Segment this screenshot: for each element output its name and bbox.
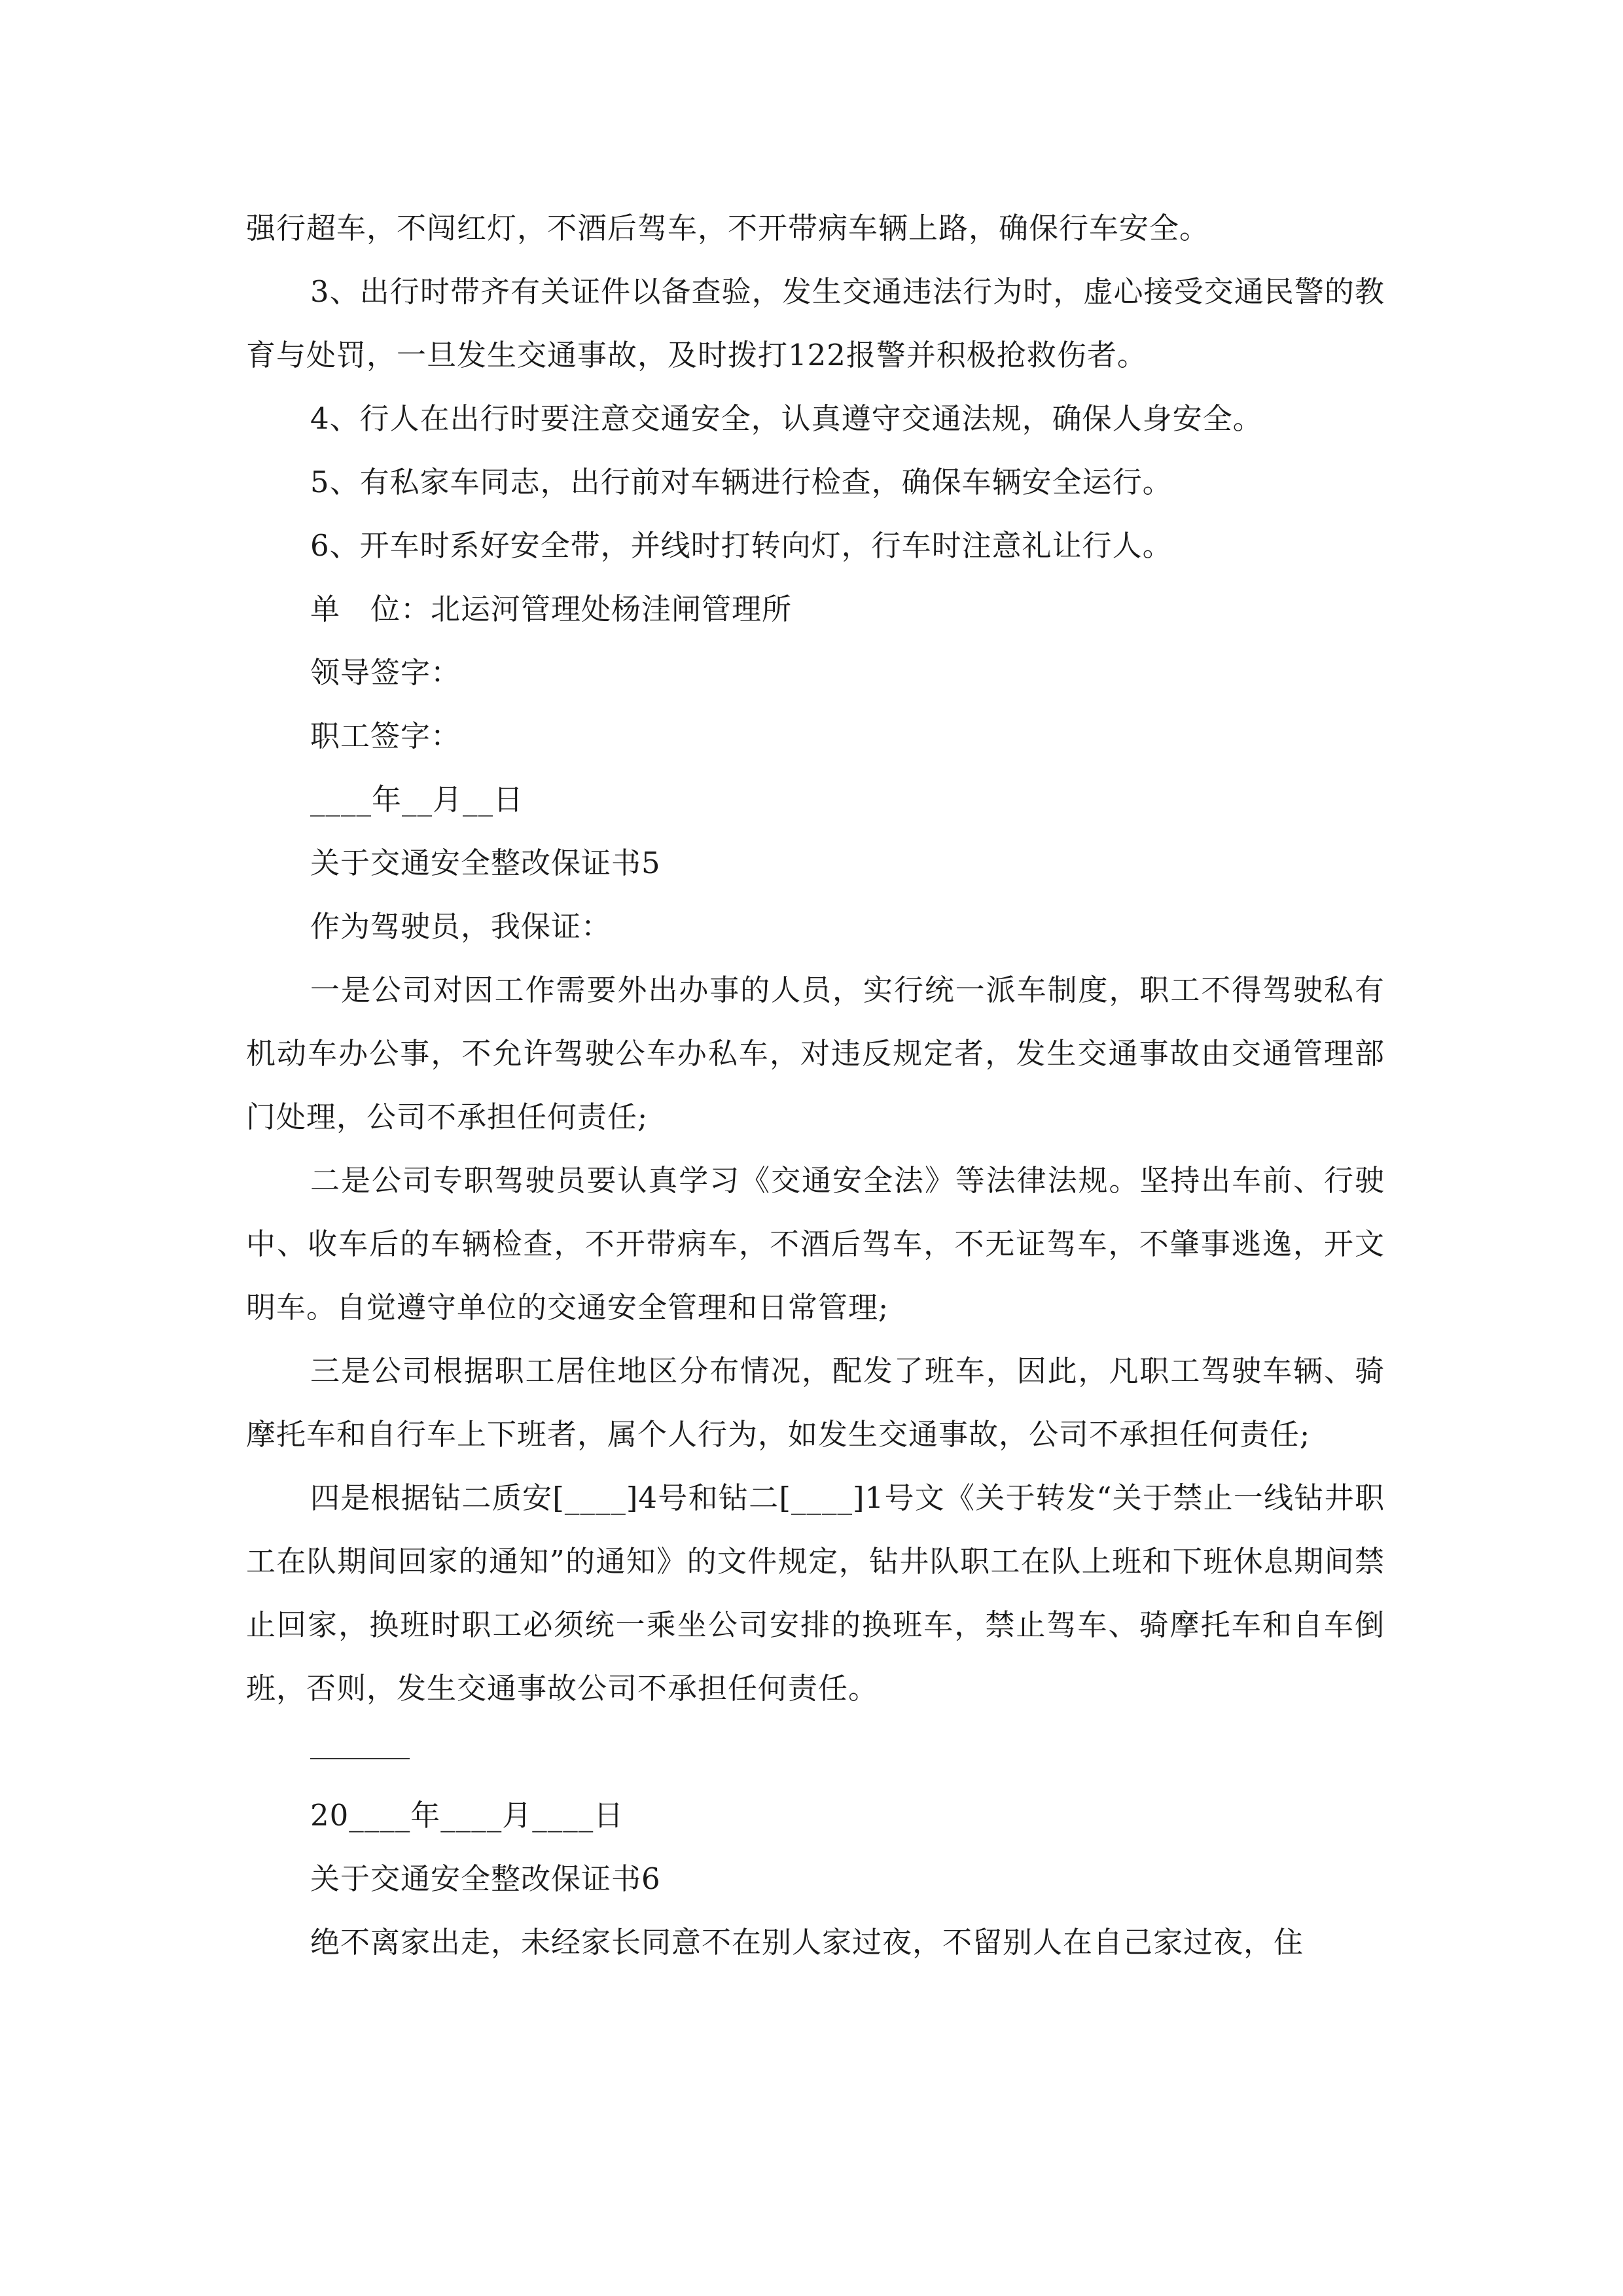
paragraph-item-6: 6、开车时系好安全带，并线时打转向灯，行车时注意礼让行人。	[310, 528, 1173, 563]
paragraph-item-5: 5、有私家车同志，出行前对车辆进行检查，确保车辆安全运行。	[310, 465, 1173, 499]
section-title-5: 关于交通安全整改保证书5	[310, 846, 661, 880]
leader-signature-line: 领导签字：	[310, 655, 461, 690]
section-title-6: 关于交通安全整改保证书6	[310, 1861, 661, 1896]
signature-rule	[246, 1720, 1385, 1784]
driver-pledge-intro: 作为驾驶员，我保证：	[310, 909, 612, 944]
pledge-paragraph-3: 三是公司根据职工居住地区分布情况，配发了班车，因此，凡职工驾驶车辆、骑摩托车和自行车上下班者，属个人行为，如发生交通事故，公司不承担任何责任;	[246, 1354, 1385, 1452]
document-body	[246, 196, 1385, 1974]
staff-signature-line: 职工签字：	[310, 719, 461, 753]
paragraph-cut-off: 绝不离家出走，未经家长同意不在别人家过夜，不留别人在自己家过夜，住	[310, 1925, 1304, 1960]
paragraph-item-3: 3、出行时带齐有关证件以备查验，发生交通违法行为时，虚心接受交通民警的教育与处罚，一旦发生交通事故，及时拨打122报警并积极抢救伤者。	[246, 274, 1385, 372]
pledge-paragraph-1: 一是公司对因工作需要外出办事的人员，实行统一派车制度，职工不得驾驶私有机动车办公事，不允许驾驶公车办私车，对违反规定者，发生交通事故由交通管理部门处理，公司不承担任何责任;	[246, 973, 1385, 1134]
signature-underline	[310, 1758, 410, 1759]
unit-line: 单 位：北运河管理处杨洼闸管理所	[310, 592, 793, 626]
date-line: ____年__月__日	[310, 782, 524, 817]
paragraph-item-4: 4、行人在出行时要注意交通安全，认真遵守交通法规，确保人身安全。	[310, 401, 1263, 436]
paragraph-continuation: 强行超车，不闯红灯，不酒后驾车，不开带病车辆上路，确保行车安全。	[246, 211, 1210, 245]
pledge-paragraph-2: 二是公司专职驾驶员要认真学习《交通安全法》等法律法规。坚持出车前、行驶中、收车后的车辆检查，不开带病车，不酒后驾车，不无证驾车，不肇事逃逸，开文明车。自觉遵守单位的交通安全管理和日常管理;	[246, 1163, 1385, 1325]
pledge-paragraph-4: 四是根据钻二质安[____]4号和钻二[____]1号文《关于转发“关于禁止一线钻井职工在队期间回家的通知”的通知》的文件规定，钻井队职工在队上班和下班休息期间禁止回家，换班时职工必须统一乘坐公司安排的换班车，禁止驾车、骑摩托车和自车倒班，否则，发生交通事故公司不承担任何责任。	[246, 1480, 1385, 1706]
date-line-2: 20____年____月____日	[310, 1798, 624, 1833]
